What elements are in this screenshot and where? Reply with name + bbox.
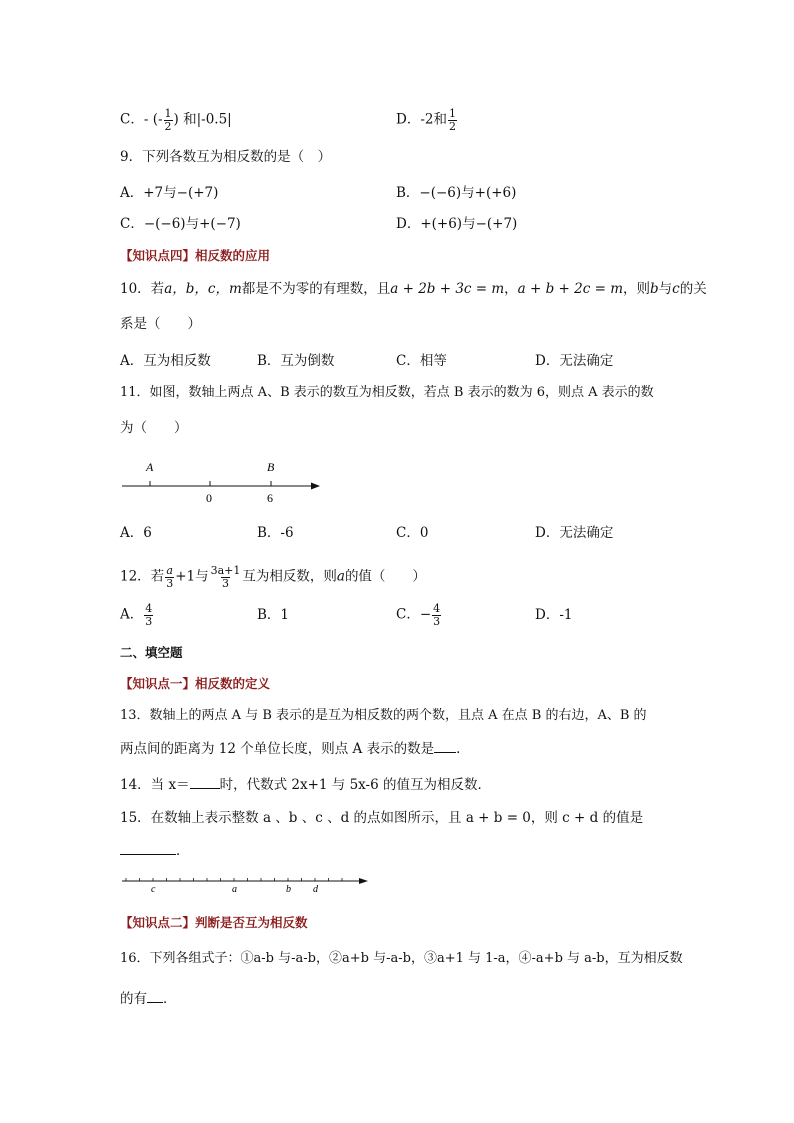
q10-stem-line1: 10．若a，b，c，m都是不为零的有理数，且a + 2b + 3c = m，a + b + 2c = m，则b与c的关: [120, 281, 707, 297]
q12-option-c: C．− $\frac{4}{3}$: [396, 602, 441, 628]
q12-c-fraction: $\frac{4}{3}$: [433, 602, 441, 628]
q10-option-c: C．相等: [396, 353, 447, 369]
q12-fraction-1: $\frac{a}{3}$: [166, 564, 174, 590]
q15-label-b: b: [286, 884, 291, 894]
q9-option-b: B．−(−6)与+(+6): [396, 185, 517, 201]
q14-answer-blank[interactable]: [190, 776, 220, 789]
q9-option-a: A．+7与−(+7): [120, 185, 219, 201]
section-title-knowledge-4: 【知识点四】相反数的应用: [120, 248, 271, 263]
q8-option-c: C．- (- $\frac{1}{2}$ ) 和|-0.5|: [120, 107, 232, 133]
q15-label-d: d: [313, 884, 318, 894]
q11-option-b: B．-6: [257, 525, 294, 541]
q11-label-a: A: [146, 460, 154, 474]
q15-stem-line2: ．: [120, 842, 190, 859]
q11-option-c: C．0: [396, 525, 429, 541]
q12-option-a: A． $\frac{4}{3}$: [120, 602, 153, 628]
section-title-knowledge-2: 【知识点二】判断是否互为相反数: [120, 915, 308, 930]
q11-option-a: A．6: [120, 525, 152, 541]
q15-label-a: a: [232, 884, 237, 894]
q15-number-line-figure: [118, 866, 374, 894]
q13-stem-line1: 13．数轴上的两点 A 与 B 表示的是互为相反数的两个数，且点 A 在点 B 的右边，A、B 的: [120, 708, 647, 723]
q11-stem-line2: 为（ ）: [120, 420, 188, 436]
q16-stem-line2: 的有 ．: [120, 991, 177, 1007]
q12-option-d: D．-1: [535, 607, 573, 623]
q9-option-d: D．+(+6)与−(+7): [396, 216, 518, 232]
q12-a-fraction: $\frac{4}{3}$: [145, 602, 153, 628]
q8-option-d: D．-2和 $\frac{1}{2}$: [396, 107, 456, 133]
q8-d-fraction: $\frac{1}{2}$: [448, 107, 456, 133]
q10-option-a: A．互为相反数: [120, 353, 211, 369]
q12-fraction-2: $\frac{3a+1}{3}$: [210, 564, 241, 590]
q12-option-b: B．1: [257, 607, 290, 623]
q11-stem-line1: 11．如图，数轴上两点 A、B 表示的数互为相反数，若点 B 表示的数为 6，则点 A 表示的数: [120, 385, 654, 400]
q10-option-b: B．互为倒数: [257, 353, 335, 369]
q15-answer-blank[interactable]: [120, 842, 176, 855]
q8-c-fraction: $\frac{1}{2}$: [164, 107, 172, 133]
q11-option-d: D．无法确定: [535, 525, 614, 541]
q15-stem-line1: 15．在数轴上表示整数 a 、b 、c 、d 的点如图所示，且 a + b = 0，则 c + d 的值是: [120, 810, 644, 826]
part2-title: 二、填空题: [120, 645, 183, 660]
q12-stem: 12．若 $\frac{a}{3}$ +1与 $\frac{3a+1}{3}$ 互为相反数，则a的值（ ）: [120, 564, 426, 590]
q11-number-line-figure: [118, 456, 328, 506]
q9-stem: 9．下列各数互为相反数的是（ ）: [120, 149, 332, 165]
q9-option-c: C．−(−6)与+(−7): [120, 216, 241, 232]
q11-tick-label-0: 0: [206, 491, 212, 505]
q13-stem-line2: 两点间的距离为 12 个单位长度，则点 A 表示的数是 ．: [120, 741, 470, 757]
q16-answer-blank[interactable]: [147, 990, 163, 1003]
section-title-knowledge-1: 【知识点一】相反数的定义: [120, 676, 271, 691]
q11-axis-arrow: [311, 483, 320, 490]
q15-label-c: c: [151, 884, 156, 894]
q11-label-b: B: [267, 460, 275, 474]
q10-option-d: D．无法确定: [535, 353, 614, 369]
q15-axis-arrow: [359, 878, 368, 884]
q13-answer-blank[interactable]: [434, 740, 456, 753]
q16-stem-line1: 16．下列各组式子：①a-b 与-a-b，②a+b 与-a-b，③a+1 与 1-a，④-a+b 与 a-b，互为相反数: [120, 951, 683, 966]
q11-tick-label-6: 6: [267, 491, 273, 505]
q10-stem-line2: 系是（ ）: [120, 316, 201, 332]
q14-stem: 14．当 x＝ 时，代数式 2x+1 与 5x-6 的值互为相反数．: [120, 777, 491, 793]
